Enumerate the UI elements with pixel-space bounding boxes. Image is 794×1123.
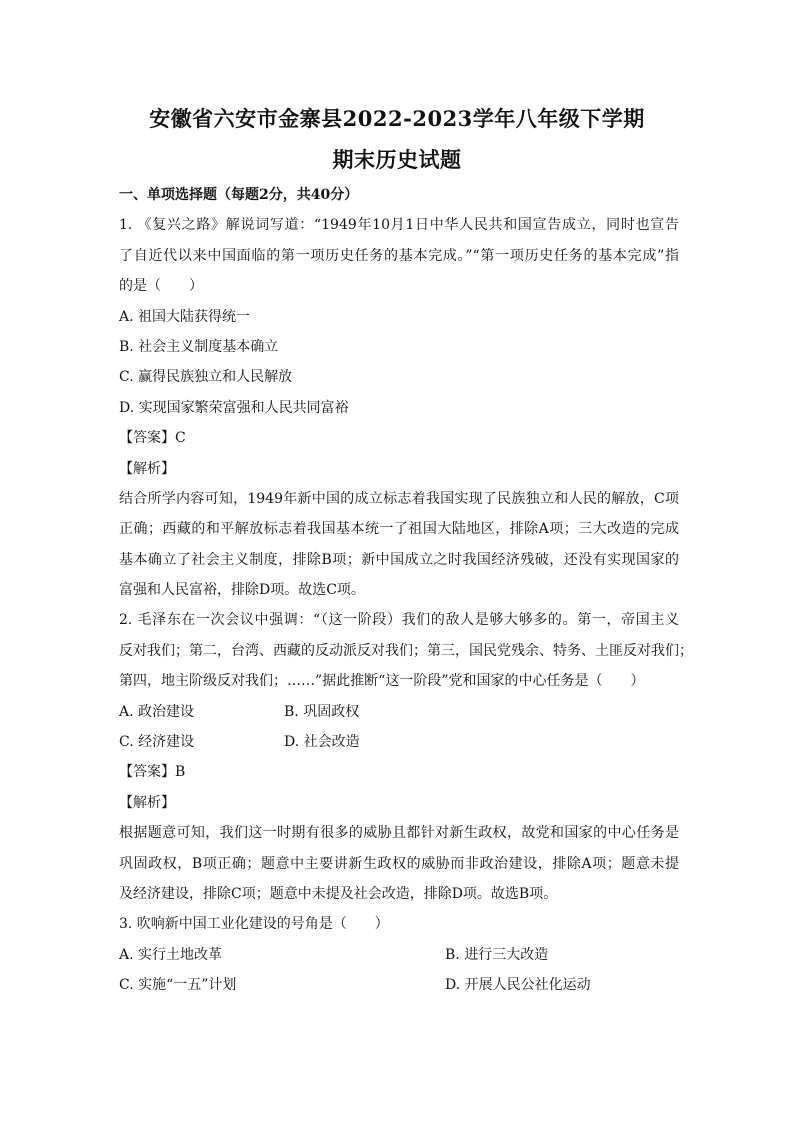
question-2-analysis-line: 及经济建设，排除C项；题意中未提及社会改造，排除D项。故选B项。 bbox=[119, 885, 558, 902]
question-2-option-c: C. 经济建设 bbox=[119, 734, 195, 751]
question-2-analysis-line: 巩固政权，B项正确；题意中主要讲新生政权的威胁而非政治建设，排除A项；题意未提 bbox=[119, 855, 679, 872]
question-1-analysis-line: 富强和人民富裕，排除D项。故选C项。 bbox=[119, 582, 365, 599]
question-2-options-row-2 bbox=[119, 727, 679, 757]
question-2-stem-line: 第四，地主阶级反对我们；……”据此推断“这一阶段”党和国家的中心任务是（ ） bbox=[119, 673, 645, 690]
question-3-option-c: C. 实施“一五”计划 bbox=[119, 977, 237, 994]
question-1-analysis-label: 【解析】 bbox=[119, 460, 175, 477]
question-1-analysis-line: 正确；西藏的和平解放标志着我国基本统一了祖国大陆地区，排除A项；三大改造的完成 bbox=[119, 521, 679, 538]
question-1-answer: 【答案】C bbox=[119, 430, 186, 447]
question-1-option-a: A. 祖国大陆获得统一 bbox=[119, 308, 251, 325]
question-3-options-row-2 bbox=[119, 970, 679, 1000]
question-1-option-c: C. 赢得民族独立和人民解放 bbox=[119, 369, 293, 386]
section-heading: 一、单项选择题（每题2分，共40分） bbox=[119, 187, 359, 203]
document-title-line-2: 期末历史试题 bbox=[332, 147, 462, 172]
document-title-line-1: 安徽省六安市金寨县2022-2023学年八年级下学期 bbox=[149, 106, 645, 131]
question-1-stem-line: 的是（ ） bbox=[119, 278, 203, 295]
question-2-option-d: D. 社会改造 bbox=[284, 734, 360, 751]
question-3-option-b: B. 进行三大改造 bbox=[445, 946, 549, 963]
question-2-option-b: B. 巩固政权 bbox=[284, 703, 360, 720]
question-1-analysis-line: 基本确立了社会主义制度，排除B项；新中国成立之时我国经济残破，还没有实现国家的 bbox=[119, 551, 679, 568]
question-2-answer: 【答案】B bbox=[119, 764, 186, 781]
question-3-option-a: A. 实行土地改革 bbox=[119, 946, 223, 963]
question-1-option-d: D. 实现国家繁荣富强和人民共同富裕 bbox=[119, 399, 349, 416]
question-2-option-a: A. 政治建设 bbox=[119, 703, 195, 720]
question-3-option-d: D. 开展人民公社化运动 bbox=[445, 977, 591, 994]
question-1-stem-line: 了自近代以来中国面临的第一项历史任务的基本完成。”“第一项历史任务的基本完成”指 bbox=[119, 247, 679, 264]
question-2-analysis-line: 根据题意可知，我们这一时期有很多的威胁且都针对新生政权，故党和国家的中心任务是 bbox=[119, 825, 679, 842]
question-1-option-b: B. 社会主义制度基本确立 bbox=[119, 338, 279, 355]
question-3-options-row-1 bbox=[119, 940, 679, 970]
question-2-analysis-label: 【解析】 bbox=[119, 794, 175, 811]
question-1-stem-line: 1. 《复兴之路》解说词写道：“1949年10月1日中华人民共和国宣告成立，同时也宣告 bbox=[119, 217, 679, 234]
question-2-stem-line: 反对我们；第二，台湾、西藏的反动派反对我们；第三，国民党残余、特务、土匪反对我们； bbox=[119, 642, 693, 659]
question-3-stem-line: 3. 吹响新中国工业化建设的号角是（ ） bbox=[119, 916, 389, 933]
question-2-stem-line: 2. 毛泽东在一次会议中强调：“（这一阶段）我们的敌人是够大够多的。第一，帝国主义 bbox=[119, 612, 679, 629]
document-body bbox=[119, 180, 693, 1001]
question-1-analysis-line: 结合所学内容可知，1949年新中国的成立标志着我国实现了民族独立和人民的解放，C项 bbox=[119, 490, 679, 507]
question-2-options-row-1 bbox=[119, 697, 679, 727]
